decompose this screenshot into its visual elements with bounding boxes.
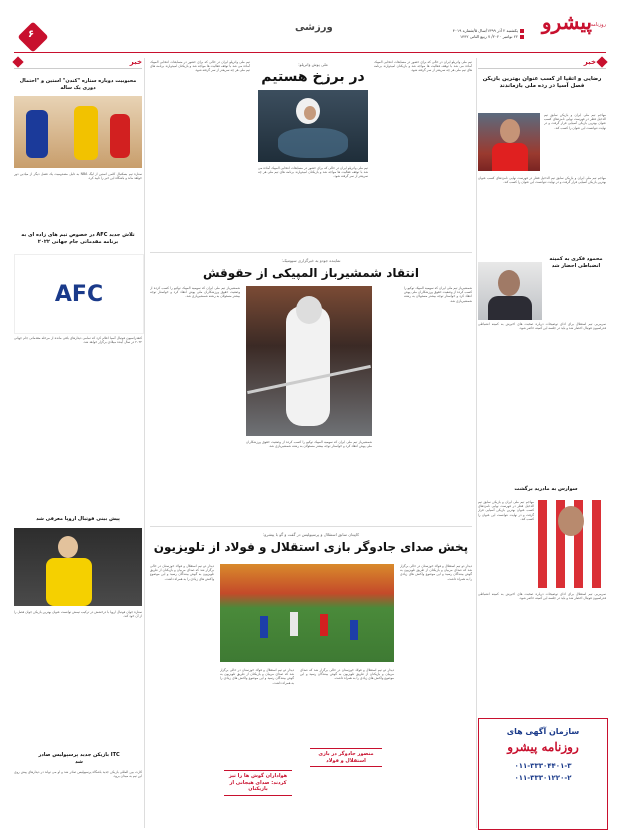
left-column <box>14 58 142 828</box>
masthead-logo-block <box>526 12 606 42</box>
divider <box>14 68 142 69</box>
coach-photo <box>478 262 542 320</box>
right-body-1a: مهاجم تیم ملی ایران و بازیکن سابق تیم الدحیل قطر در فهرست نهایی نامزدهای کسب عنوان بهترین بازیکن آسیایی قرار گرفت و در نهایت نتوانست این عنوان را کسب کند. <box>544 113 606 130</box>
waterpolo-kicker: ملی پوش واترپلو: <box>298 62 328 67</box>
waterpolo-body-left: تیم ملی واترپلو ایران در حالی که برای حضور در مسابقات انتخابی المپیک آماده می شد با توقف فعالیت ها مواجه شد و بازیکنان امیدوارند برنامه های تیم ملی هر چه سریعتر از سر گرفته شود. <box>150 60 250 73</box>
fencing-photo <box>246 286 372 436</box>
afc-logo: AFC <box>54 281 104 307</box>
fencing-kicker: نماینده جودو به خبرگزاری سپوتنیک: <box>281 258 341 263</box>
masthead-rule <box>14 52 606 53</box>
ad-box <box>478 718 608 830</box>
afc-logo-box <box>14 254 144 334</box>
middle-top-story <box>150 58 472 258</box>
football-headline: پخش صدای جادوگر بازی استقلال و فولاد از تلویزیون <box>153 540 469 554</box>
left-body-1: ستاره تیم بسکتبال کلمن استین از لیگ NBA به دلیل مصدومیت یک فصل دیگر از میادین دور خواهد ماند و باشگاه این خبر را تایید کرد. <box>14 172 142 181</box>
right-body-1b: مهاجم تیم ملی ایران و بازیکن سابق تیم الدحیل قطر در فهرست نهایی نامزدهای کسب عنوان بهترین بازیکن آسیایی قرار گرفت و در نهایت نتوانست این عنوان را کسب کند. <box>478 176 606 185</box>
football-body-mid-1: دیدار دو تیم استقلال و فولاد خوزستان در حالی برگزار شد که صدای مربیان و بازیکنان از طریق تلویزیون به گوش بینندگان رسید و این موضوع واکنش های زیادی را به همراه داشت. <box>300 668 394 681</box>
section-tab-icon <box>12 56 23 67</box>
left-body-4: کارت بین المللی بازیکن جدید باشگاه پرسپولیس صادر شد و او می تواند در دیدارهای پیش روی این تیم به میدان برود. <box>14 770 142 779</box>
waterpolo-photo <box>258 90 368 162</box>
masthead <box>0 0 620 52</box>
column-rule-right <box>476 58 477 828</box>
left-body-3: ستاره جوان فوتبال اروپا با درخشش در ترکیب تیمش توانست عنوان بهترین بازیکن جوان فصل را از آن خود کند. <box>14 610 142 619</box>
pull-quote-2: هواداران گوش ها را تیز کردند: صدای هیجانی از بازیکنان <box>224 770 292 796</box>
date-line-2: ۲۲ نوامبر ۲۰۲۰/ ۷ ربیع الثانی ۱۴۴۲ <box>459 34 518 39</box>
right-column <box>478 58 606 828</box>
football-kicker: کاپیتان سابق استقلال و پرسپولیس در گفت و گو با پیشرو: <box>262 532 360 537</box>
ad-brand: روزنامه پیشرو <box>507 740 579 754</box>
middle-bottom-story <box>150 530 472 830</box>
football-photo <box>220 564 394 662</box>
divider <box>150 252 472 253</box>
right-subheadline: محمود فکری به کمیته انضباطی احضار شد <box>549 256 603 269</box>
fencing-body-right: شمشیرباز تیم ملی ایران که سهمیه المپیک توکیو را کسب کرده از وضعیت حقوق ورزشکاران ملی پوش انتقاد کرد و خواستار توجه بیشتر مسئولان به رشته شمشیربازی شد. <box>404 286 472 303</box>
fencing-body-mid: شمشیرباز تیم ملی ایران که سهمیه المپیک توکیو را کسب کرده از وضعیت حقوق ورزشکاران ملی پوش انتقاد کرد و خواستار توجه بیشتر مسئولان به رشته شمشیربازی شد. <box>246 440 372 449</box>
middle-mid-story <box>150 256 472 526</box>
football-body-left: دیدار دو تیم استقلال و فولاد خوزستان در حالی برگزار شد که صدای مربیان و بازیکنان از طریق تلویزیون به گوش بینندگان رسید و این موضوع واکنش های زیادی را به همراه داشت. <box>150 564 214 581</box>
right-column-tab: خبر <box>583 58 596 66</box>
divider <box>150 526 472 527</box>
section-tab-icon <box>596 56 607 67</box>
right-subheadline-2: سوارس به مادرید برگشت <box>514 486 578 492</box>
waterpolo-body-mid: تیم ملی واترپلو ایران در حالی که برای حضور در مسابقات انتخابی المپیک آماده می شد با توقف فعالیت ها مواجه شد و بازیکنان امیدوارند برنامه های تیم ملی هر چه سریعتر از سر گرفته شود. <box>258 166 368 179</box>
right-body-3: مهاجم تیم ملی ایران و بازیکن سابق تیم الدحیل قطر در فهرست نهایی نامزدهای کسب عنوان بهترین بازیکن آسیایی قرار گرفت و در نهایت نتوانست این عنوان را کسب کند. <box>478 500 534 521</box>
masthead-logo: پیشرو <box>541 10 592 34</box>
right-body-2: سرمربی تیم استقلال برای ادای توضیحات درباره صحبت های اخیرش به کمیته انضباطی فدراسیون فوتبال احضار شد و باید در جلسه این کمیته حاضر شود. <box>478 322 606 331</box>
column-rule-left <box>144 58 145 828</box>
section-title: ورزشی <box>295 22 333 33</box>
right-body-4: سرمربی تیم استقلال برای ادای توضیحات درباره صحبت های اخیرش به کمیته انضباطی فدراسیون فوتبال احضار شد و باید در جلسه این کمیته حاضر شود. <box>478 592 606 601</box>
football-body-right: دیدار دو تیم استقلال و فولاد خوزستان در حالی برگزار شد که صدای مربیان و بازیکنان از طریق تلویزیون به گوش بینندگان رسید و این موضوع واکنش های زیادی را به همراه داشت. <box>400 564 472 581</box>
football-player-photo <box>14 528 142 606</box>
right-headline: رضایی و اتقیا از کسب عنوان بهترین بازیکن فصل آسیا در رده ملی بازماندند <box>482 76 602 89</box>
fencing-headline: انتقاد شمشیرباز المپیکی از حقوقش <box>202 266 420 280</box>
left-headline-2: تلاش جدید AFC در خصوص تیم های زاده ای به برنامه مقدماتی جام جهانی ۲۰۲۲ <box>21 232 135 245</box>
fencing-body-left: شمشیرباز تیم ملی ایران که سهمیه المپیک توکیو را کسب کرده از وضعیت حقوق ورزشکاران ملی پوش انتقاد کرد و خواستار توجه بیشتر مسئولان به رشته شمشیربازی شد. <box>150 286 240 299</box>
left-column-tab: خبر <box>129 58 142 66</box>
pull-quote-1: منصور جادوگر در بازی استقلال و فولاد <box>310 748 382 767</box>
ad-phone-2: ۰۱۱-۳۳۳۰۱۲۲۰-۲ <box>514 774 572 782</box>
ad-phone-1: ۰۱۱-۳۳۳۰۴۴۰۱-۳ <box>514 762 572 770</box>
football-body-mid-2: دیدار دو تیم استقلال و فولاد خوزستان در حالی برگزار شد که صدای مربیان و بازیکنان از طریق تلویزیون به گوش بینندگان رسید و این موضوع واکنش های زیادی را به همراه داشت. <box>220 668 294 685</box>
masthead-dates <box>414 28 524 39</box>
waterpolo-body-right: تیم ملی واترپلو ایران در حالی که برای حضور در مسابقات انتخابی المپیک آماده می شد با توقف فعالیت ها مواجه شد و بازیکنان امیدوارند برنامه های تیم ملی هر چه سریعتر از سر گرفته شود. <box>374 60 472 73</box>
divider <box>478 68 606 69</box>
page-number: ۶ <box>28 29 35 40</box>
left-headline-4: ITC بازیکن جدید پرسپولیس صادر شد <box>38 752 120 765</box>
left-body-2: کنفدراسیون فوتبال آسیا اعلام کرد که تمامی دیدارهای باقی مانده از مرحله مقدماتی جام جهانی ۲۰۲۲ در سال آینده میلادی برگزار خواهد شد. <box>14 336 142 345</box>
left-headline-3: پیش بینی فوتبال اروپا معرفی شد <box>36 516 120 522</box>
left-headline-1: محبوبیت دوباره ستاره "کندن" استین و "احتمال دوری یک ساله <box>19 78 137 91</box>
date-bullet-icon <box>520 35 524 39</box>
player-photo <box>478 113 540 171</box>
basketball-photo <box>14 96 142 168</box>
ad-title: سازمان آگهی های <box>506 727 580 736</box>
date-bullet-icon <box>520 29 524 33</box>
masthead-logo-prefix: روزنامه <box>590 22 606 28</box>
suarez-photo <box>538 500 606 588</box>
date-line-1: یکشنبه ۲ آذر ۱۳۹۹/سال ۵/شماره ۴۰۱۹ <box>452 28 518 33</box>
waterpolo-headline: در برزخ هستیم <box>261 69 365 85</box>
